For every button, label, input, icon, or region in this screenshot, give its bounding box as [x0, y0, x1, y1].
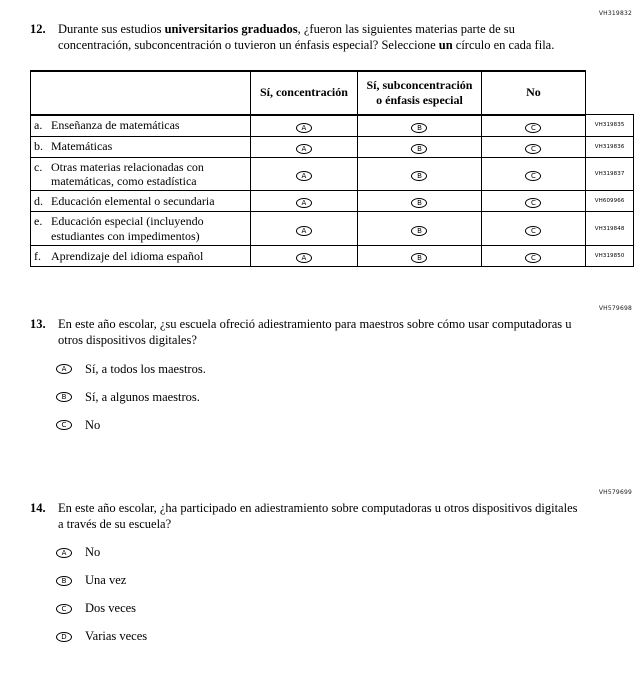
answer-cell: [481, 246, 586, 267]
answer-cell: [250, 191, 358, 212]
answer-cell: [481, 115, 586, 137]
answer-cell: [250, 212, 358, 246]
answer-bubble[interactable]: A: [296, 198, 312, 208]
answer-cell: [481, 212, 586, 246]
answer-cell: [358, 212, 482, 246]
option: [56, 362, 634, 377]
answer-bubble[interactable]: B: [56, 392, 72, 402]
form-code-q13: VH579698: [598, 305, 632, 313]
row-label: Aprendizaje del idioma español: [51, 248, 204, 263]
row-label-cell: [31, 212, 251, 246]
answer-bubble[interactable]: C: [56, 604, 72, 614]
option-label: Una vez: [85, 573, 127, 588]
row-label-cell: [31, 136, 251, 157]
question-12-text-part2: , ¿fueron las siguientes materias parte de su concentración, subconcentración o tuvieron un énfasis especial? Seleccione: [58, 22, 515, 53]
row-label: Educación elemental o secundaria: [51, 194, 215, 209]
answer-bubble[interactable]: C: [525, 198, 541, 208]
answer-cell: [358, 191, 482, 212]
row-label: Educación especial (incluyendo estudiantes con impedimentos): [51, 214, 204, 243]
question-13-options: [56, 362, 634, 433]
answer-cell: [358, 246, 482, 267]
table-row-e: [31, 212, 634, 246]
option: [56, 601, 634, 616]
answer-bubble[interactable]: B: [411, 226, 427, 236]
answer-bubble[interactable]: C: [525, 123, 541, 133]
answer-bubble[interactable]: B: [411, 198, 427, 208]
row-label-cell: [31, 191, 251, 212]
row-label-cell: [31, 157, 251, 191]
row-letter: c.: [34, 159, 43, 174]
header-row: [31, 71, 634, 115]
row-code: VH319836: [586, 136, 634, 157]
answer-bubble[interactable]: B: [411, 144, 427, 154]
option-label: Sí, a todos los maestros.: [85, 361, 206, 376]
option: [56, 418, 634, 433]
option-label: No: [85, 417, 101, 432]
row-letter: e.: [34, 214, 43, 229]
answer-bubble[interactable]: C: [525, 253, 541, 263]
row-code: VH319835: [586, 115, 634, 137]
answer-bubble[interactable]: C: [525, 144, 541, 154]
question-13-text: En este año escolar, ¿su escuela ofreció adiestramiento para maestros sobre cómo usar computadoras u otros dispositivos digitales?: [58, 317, 572, 348]
row-letter: f.: [34, 248, 41, 263]
form-code-q14: VH579699: [598, 488, 632, 496]
column-header-subconcentracion: Sí, subconcentración o énfasis especial: [358, 71, 482, 115]
answer-cell: [481, 136, 586, 157]
header-code-spacer: [586, 71, 634, 115]
option: [56, 573, 634, 588]
answer-cell: [250, 115, 358, 137]
row-letter: a.: [34, 118, 43, 133]
answer-bubble[interactable]: A: [296, 226, 312, 236]
table-row-a: [31, 115, 634, 137]
answer-bubble[interactable]: C: [525, 171, 541, 181]
option: [56, 629, 634, 644]
answer-bubble[interactable]: D: [56, 632, 72, 642]
question-12-text-bold1: universitarios graduados: [164, 22, 298, 36]
q12-matrix-table: [30, 70, 634, 268]
row-code: VH319848: [586, 212, 634, 246]
question-14-number: 14.: [30, 500, 46, 515]
form-code-q12: VH319832: [598, 10, 632, 17]
answer-bubble[interactable]: B: [411, 253, 427, 263]
answer-bubble[interactable]: C: [525, 226, 541, 236]
empty-header-cell: [31, 71, 251, 115]
answer-bubble[interactable]: A: [56, 548, 72, 558]
option: [56, 390, 634, 405]
answer-bubble[interactable]: B: [411, 171, 427, 181]
row-code: VH609966: [586, 191, 634, 212]
answer-cell: [250, 136, 358, 157]
answer-bubble[interactable]: A: [296, 144, 312, 154]
question-12-text-bold2: un: [438, 38, 453, 53]
table-row-c: [31, 157, 634, 191]
answer-bubble[interactable]: A: [296, 253, 312, 263]
answer-bubble[interactable]: A: [296, 123, 312, 133]
answer-bubble[interactable]: B: [56, 576, 72, 586]
row-label: Matemáticas: [51, 139, 113, 154]
row-label: Otras materias relacionadas con matemáticas, como estadística: [51, 159, 204, 188]
answer-cell: [358, 115, 482, 137]
question-12: [30, 21, 634, 54]
answer-cell: [481, 157, 586, 191]
row-letter: d.: [34, 194, 43, 209]
table-row-d: [31, 191, 634, 212]
question-12-text-part1: Durante sus estudios: [58, 22, 165, 36]
question-12-number: 12.: [30, 22, 46, 36]
row-label: Enseñanza de matemáticas: [51, 118, 180, 133]
row-code: VH319850: [586, 246, 634, 267]
column-header-no: No: [481, 71, 586, 115]
option-label: No: [85, 545, 101, 560]
table-row-b: [31, 136, 634, 157]
question-14-options: [56, 545, 634, 644]
table-row-f: [31, 246, 634, 267]
row-label-cell: [31, 246, 251, 267]
row-code: VH319837: [586, 157, 634, 191]
question-13: [30, 316, 634, 349]
answer-bubble[interactable]: C: [56, 420, 72, 430]
row-letter: b.: [34, 139, 43, 154]
answer-cell: [481, 191, 586, 212]
question-12-text-part3: círculo en cada fila.: [452, 38, 555, 53]
option-label: Sí, a algunos maestros.: [85, 389, 200, 404]
answer-cell: [358, 157, 482, 191]
answer-bubble[interactable]: A: [296, 171, 312, 181]
answer-bubble[interactable]: B: [411, 123, 427, 133]
answer-cell: [250, 246, 358, 267]
answer-bubble[interactable]: A: [56, 364, 72, 374]
column-header-concentracion: Sí, concentración: [250, 71, 358, 115]
answer-cell: [358, 136, 482, 157]
question-13-number: 13.: [30, 317, 46, 332]
question-12-text: [58, 21, 582, 54]
option-label: Dos veces: [85, 601, 137, 616]
row-label-cell: [31, 115, 251, 137]
option: [56, 545, 634, 560]
question-14-text: En este año escolar, ¿ha participado en adiestramiento sobre computadoras u otros dispositivos digitales a través de su escuela?: [58, 500, 578, 531]
question-14: [30, 500, 634, 533]
option-label: Varias veces: [85, 629, 148, 644]
answer-cell: [250, 157, 358, 191]
